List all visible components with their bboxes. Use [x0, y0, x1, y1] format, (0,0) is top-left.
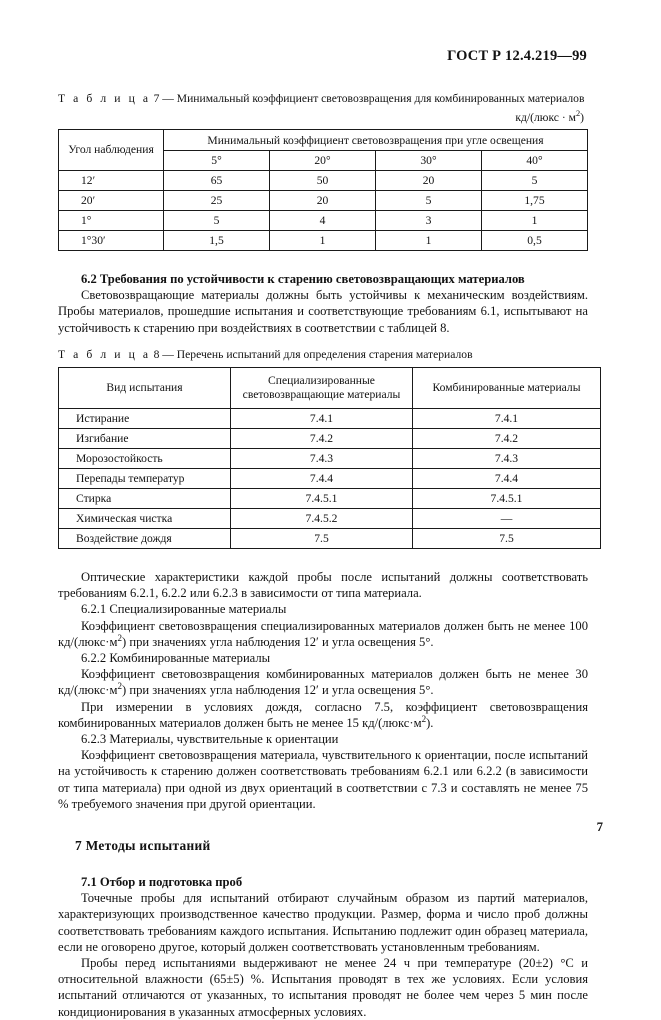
table-row — [59, 190, 588, 210]
table7-cell-0-1: 50 — [270, 170, 376, 190]
table8-combined-0: 7.4.1 — [413, 408, 601, 428]
paragraph-6-2-2-b-sup: 2 — [117, 681, 123, 692]
heading-7-1: 7.1 Отбор и подготовка проб — [81, 874, 243, 889]
paragraph-6-2-1-b-sup: 2 — [117, 632, 123, 643]
table7-cell-3-3: 0,5 — [482, 230, 588, 250]
table8-test-0: Истирание — [59, 408, 231, 428]
table8-combined-5: — — [413, 508, 601, 528]
table8-special-3: 7.4.4 — [231, 468, 413, 488]
table-row — [59, 170, 588, 190]
paragraph-6-2-2-b-post: ) при значениях угла наблюдения 12′ и угла освещения 5°. — [122, 683, 434, 698]
table7-cell-3-1: 1 — [270, 230, 376, 250]
table7-caption — [58, 92, 588, 107]
table7-unit-tail: ) — [580, 110, 584, 124]
table8 — [58, 367, 601, 549]
table7-cell-1-1: 20 — [270, 190, 376, 210]
table8-test-3: Перепады температур — [59, 468, 231, 488]
table8-special-5: 7.4.5.2 — [231, 508, 413, 528]
paragraph-optical-characteristics: Оптические характеристики каждой пробы после испытаний должны соответствовать требованиям 6.2.1, 6.2.2 или 6.2.3 в зависимости от типа материала. — [58, 569, 588, 600]
table7 — [58, 129, 588, 251]
table7-cell-1-3: 1,75 — [482, 190, 588, 210]
paragraph-rain-post: ). — [426, 715, 434, 730]
table7-unit — [58, 108, 588, 124]
table7-cell-3-2: 1 — [376, 230, 482, 250]
table8-combined-6: 7.5 — [413, 528, 601, 548]
paragraph-rain-sup: 2 — [421, 713, 427, 724]
table7-angle-1: 20′ — [59, 190, 164, 210]
table8-test-1: Изгибание — [59, 428, 231, 448]
paragraph-6-2-2-a: Коэффициент световозвращения комбинированных материалов должен быть не менее — [81, 667, 569, 682]
table8-header-special-line1: Специализированные — [268, 373, 375, 387]
table7-cell-2-2: 3 — [376, 210, 482, 230]
paragraph-6-2-2 — [58, 666, 588, 698]
page-number: 7 — [596, 820, 603, 834]
paragraph-6-2-3: Коэффициент световозвращения материала, чувствительного к ориентации, после испытаний на устойчивость к старению должен соответствовать требованиям 6.2.1 или 6.2.2 (в зависимости от типа материала) при одной из двух ориентаций в соответствии с 7.3 и составлять не менее 75 % требуемого значения при другой ориентации. — [58, 748, 588, 811]
paragraph-rain-condition — [58, 699, 588, 731]
table7-cell-2-0: 5 — [164, 210, 270, 230]
table-row — [59, 468, 601, 488]
table-row — [59, 448, 601, 468]
table-row — [59, 488, 601, 508]
table-row — [59, 528, 601, 548]
table8-special-4: 7.4.5.1 — [231, 488, 413, 508]
table7-angle-3: 1°30′ — [59, 230, 164, 250]
table8-combined-3: 7.4.4 — [413, 468, 601, 488]
table8-test-4: Стирка — [59, 488, 231, 508]
table7-caption-number: 7 — [153, 92, 160, 105]
table7-cell-1-2: 5 — [376, 190, 482, 210]
table7-unit-sup: 2 — [575, 108, 581, 118]
table7-subhead-30: 30° — [376, 150, 482, 170]
table7-cell-3-0: 1,5 — [164, 230, 270, 250]
table7-subhead-40: 40° — [482, 150, 588, 170]
table-row — [59, 408, 601, 428]
table8-combined-2: 7.4.3 — [413, 448, 601, 468]
table8-test-2: Морозостойкость — [59, 448, 231, 468]
paragraph-6-2-1-a: Коэффициент световозвращения специализированных материалов должен быть не менее — [81, 618, 566, 633]
paragraph-6-2-2-b-pre: 30 кд/(люкс·м — [58, 667, 588, 698]
table8-combined-1: 7.4.2 — [413, 428, 601, 448]
table8-test-6: Воздействие дождя — [59, 528, 231, 548]
heading-6-2-2: 6.2.2 Комбинированные материалы — [81, 650, 271, 665]
table8-header-test: Вид испытания — [59, 367, 231, 408]
paragraph-rain-pre: При измерении в условиях дождя, согласно 7.5, коэффициент световозвращения комбинированных материалов должен быть не менее 15 кд/(люкс·м — [58, 699, 588, 730]
table7-cell-2-1: 4 — [270, 210, 376, 230]
table-row — [59, 428, 601, 448]
paragraph-7-1-sampling: Точечные пробы для испытаний отбирают случайным образом из партий материалов, характеризующих производственное качество продукции. Размер, форма и число проб должны соответствовать требованиям каждого испытания. Испытанию подлежит один образец материала, если не оговорено другое, который должен соответствовать установленным требованиям. — [58, 891, 588, 954]
table8-header-special-line2: световозвращающие материалы — [242, 387, 401, 401]
table-row — [59, 210, 588, 230]
table8-special-6: 7.5 — [231, 528, 413, 548]
table8-header-combined: Комбинированные материалы — [413, 367, 601, 408]
table7-caption-dash: — — [162, 92, 174, 105]
table7-angle-2: 1° — [59, 210, 164, 230]
table8-caption — [58, 348, 588, 363]
table8-special-2: 7.4.3 — [231, 448, 413, 468]
paragraph-6-2-1-b-post: ) при значениях угла наблюдения 12′ и угла освещения 5°. — [122, 634, 434, 649]
heading-6-2-3: 6.2.3 Материалы, чувствительные к ориентации — [81, 731, 339, 746]
table8-header-row — [59, 367, 601, 408]
table8-caption-dash: — — [162, 347, 174, 361]
table8-test-5: Химическая чистка — [59, 508, 231, 528]
heading-6-2: 6.2 Требования по устойчивости к старению световозвращающих материалов — [81, 271, 525, 286]
table8-special-0: 7.4.1 — [231, 408, 413, 428]
table7-cell-0-0: 65 — [164, 170, 270, 190]
table7-caption-text: Минимальный коэффициент световозвращения для комбинированных материалов — [176, 92, 585, 105]
table7-cell-2-3: 1 — [482, 210, 588, 230]
table7-header-row-1 — [59, 129, 588, 150]
paragraph-6-2: Световозвращающие материалы должны быть устойчивы к механическим воздействиям. Пробы материалов, прошедшие испытания и соответствующие требованиям 6.1, испытывают на устойчивость к старению при воздействиях в соответствии с таблицей 8. — [58, 288, 588, 335]
table8-caption-prefix: Т а б л и ц а — [58, 347, 151, 361]
table7-header-span: Минимальный коэффициент световозвращения при угле освещения — [164, 129, 588, 150]
heading-6-2-1: 6.2.1 Специализированные материалы — [81, 602, 287, 617]
document-header: ГОСТ Р 12.4.219—99 — [447, 48, 587, 64]
heading-section-7: 7 Методы испытаний — [75, 837, 211, 853]
table-row — [59, 508, 601, 528]
table8-special-1: 7.4.2 — [231, 428, 413, 448]
table8-header-special — [231, 367, 413, 408]
table7-subhead-5: 5° — [164, 150, 270, 170]
table7-cell-1-0: 25 — [164, 190, 270, 210]
paragraph-7-1-conditioning: Пробы перед испытаниями выдерживают не менее 24 ч при температуре (20±2) °С и относительной влажности (65±5) %. Испытания проводят в тех же условиях. Если условия испытаний отличаются от указанных, то испытания проводят не более чем через 5 мин после кондиционирования в указанных атмосферных условиях. — [58, 956, 588, 1019]
table7-cell-0-3: 5 — [482, 170, 588, 190]
table8-caption-number: 8 — [153, 347, 160, 361]
table8-caption-text: Перечень испытаний для определения старения материалов — [176, 347, 473, 361]
table7-cell-0-2: 20 — [376, 170, 482, 190]
table8-combined-4: 7.4.5.1 — [413, 488, 601, 508]
page-content — [58, 48, 588, 1020]
table-row — [59, 230, 588, 250]
paragraph-6-2-1 — [58, 618, 588, 650]
table7-angle-0: 12′ — [59, 170, 164, 190]
table7-header-angle: Угол наблюдения — [59, 129, 164, 170]
table7-subhead-20: 20° — [270, 150, 376, 170]
table7-unit-base: кд/(люкс · м — [515, 110, 576, 124]
table7-caption-prefix: Т а б л и ц а — [58, 92, 151, 105]
paragraph-6-2-1-b-pre: 100 кд/(люкс·м — [58, 618, 588, 649]
